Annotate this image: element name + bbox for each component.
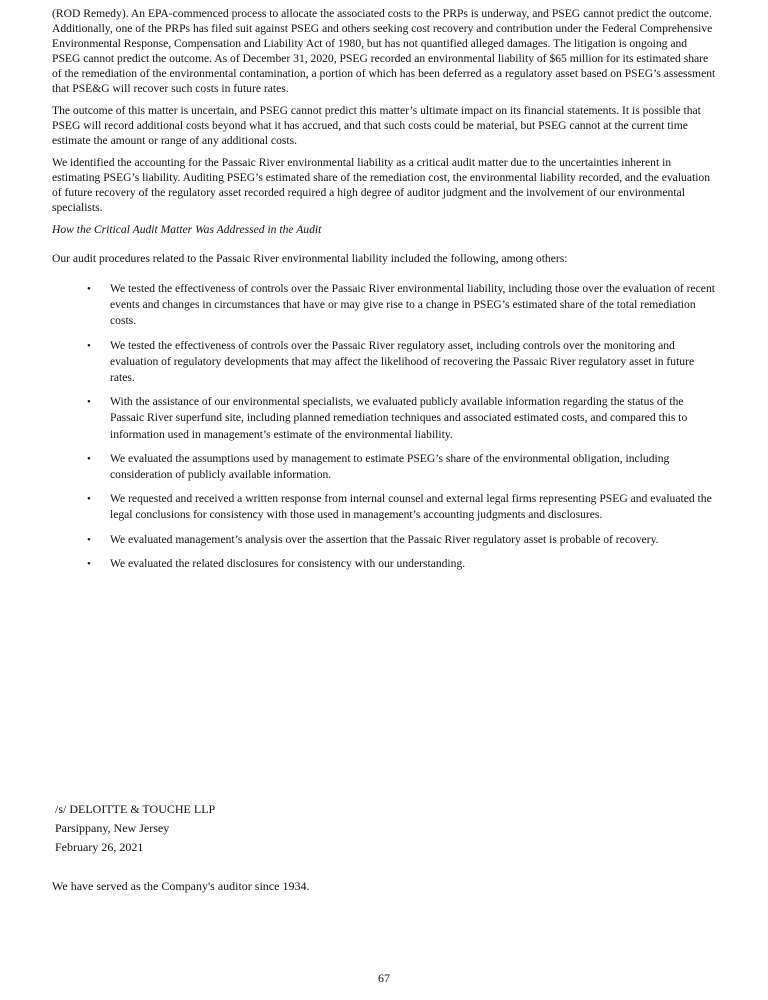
signature-firm: /s/ DELOITTE & TOUCHE LLP: [55, 802, 216, 816]
list-item: [52, 281, 716, 330]
list-item-text: We requested and received a written response from internal counsel and external legal firms representing PSEG and evaluated the legal conclusions for consistency with those used in management’s accounting judgments and disclosures.: [110, 492, 712, 522]
list-item: [52, 338, 716, 387]
bullet-icon: •: [87, 339, 91, 352]
signature-block: [55, 800, 215, 857]
procedures-intro: Our audit procedures related to the Passaic River environmental liability included the following, among others:: [52, 252, 568, 265]
bullet-icon: •: [87, 452, 91, 465]
list-item-text: We tested the effectiveness of controls over the Passaic River environmental liability, including those over the evaluation of recent events and changes in circumstances that have or may give rise to a change in PSEG’s estimated share of the total remediation costs.: [110, 282, 715, 328]
list-item-text: We tested the effectiveness of controls over the Passaic River regulatory asset, including controls over the monitoring and evaluation of regulatory developments that may affect the likelihood of recovering the Passaic River regulatory asset in future rates.: [110, 338, 695, 385]
list-item-text: We evaluated the assumptions used by management to estimate PSEG’s share of the environmental obligation, including consideration of publicly available information.: [110, 451, 670, 482]
auditor-since-statement: We have served as the Company's auditor since 1934.: [52, 879, 310, 893]
list-item: [52, 491, 716, 523]
list-item: [52, 556, 716, 572]
bullet-icon: •: [87, 283, 91, 295]
document-body: [52, 6, 716, 580]
list-item: [52, 394, 716, 443]
bullet-icon: •: [87, 396, 91, 409]
list-item: [52, 532, 716, 548]
list-item: [52, 451, 716, 483]
paragraph-outcome-uncertain: The outcome of this matter is uncertain, and PSEG cannot predict this matter’s ultimate impact on its financial statements. It is possible that PSEG will record additional costs beyond what it has accrued, and that such costs could be material, but PSEG cannot at the current time estimate the amount or range of any additional costs.: [52, 104, 701, 147]
bullet-icon: •: [87, 493, 91, 506]
signature-date: February 26, 2021: [55, 840, 144, 854]
bullet-icon: •: [87, 533, 91, 546]
paragraph-rod-remedy: (ROD Remedy). An EPA-commenced process to allocate the associated costs to the PRPs is underway, and PSEG cannot predict the outcome. Additionally, one of the PRPs has filed suit against PSEG and others seeking cost recovery and contribution under the Federal Comprehensive Environmental Response, Compensation and Liability Act of 1980, but has not quantified alleged damages. The litigation is ongoing and PSEG cannot predict the outcome. As of December 31, 2020, PSEG recorded an environmental liability of $65 million for its estimated share of the remediation of the environmental contamination, a portion of which has been deferred as a regulatory asset based on PSEG’s assessment that PSE&G will recover such costs in future rates.: [52, 7, 716, 95]
bullet-icon: •: [87, 557, 91, 570]
paragraph-critical-audit-matter: We identified the accounting for the Passaic River environmental liability as a critical audit matter due to the uncertainties inherent in estimating PSEG’s liability. Auditing PSEG’s estimated share of the remediation cost, the environmental liability recorded, and the evaluation of future recovery of the regulatory asset recorded required a high degree of auditor judgment and the involvement of our environmental specialists.: [52, 156, 711, 214]
section-heading: How the Critical Audit Matter Was Addressed in the Audit: [52, 223, 322, 236]
procedures-list: [52, 281, 716, 572]
signature-location: Parsippany, New Jersey: [55, 821, 170, 835]
list-item-text: With the assistance of our environmental specialists, we evaluated publicly available information regarding the status of the Passaic River superfund site, including planned remediation techniques and associated estimated costs, and compared this to information used in management’s estimate of the environmental liability.: [110, 395, 688, 441]
page-number: 67: [378, 971, 390, 985]
list-item-text: We evaluated management’s analysis over the assertion that the Passaic River regulatory asset is probable of recovery.: [110, 532, 659, 546]
list-item-text: We evaluated the related disclosures for consistency with our understanding.: [110, 556, 466, 570]
